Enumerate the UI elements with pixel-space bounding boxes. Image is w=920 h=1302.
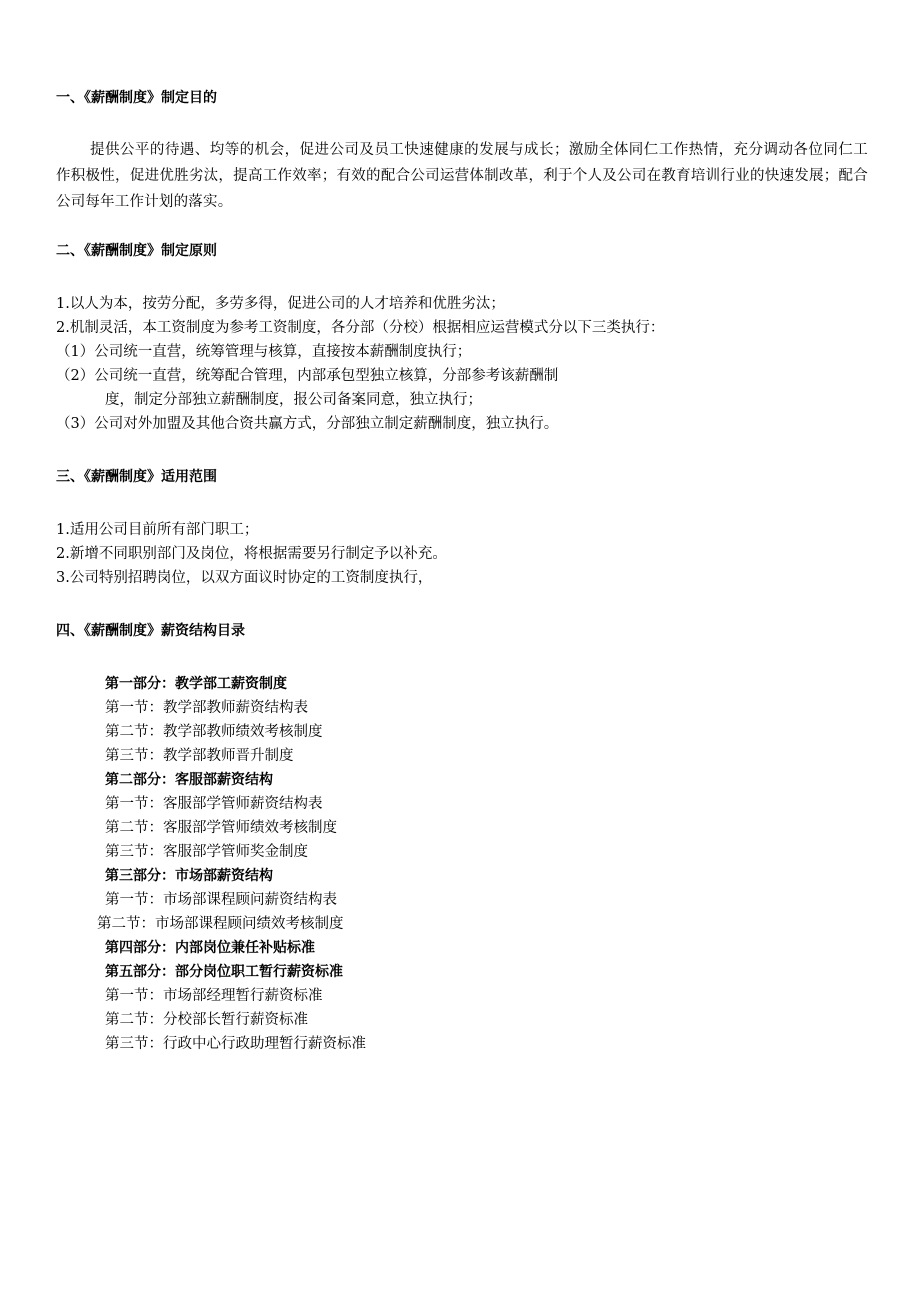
toc-section: 第三节：教学部教师晋升制度 bbox=[105, 748, 294, 764]
principle-line: （1）公司统一直营，统筹管理与核算，直接按本薪酬制度执行； bbox=[56, 344, 472, 360]
scope-line: 1.适用公司目前所有部门职工； bbox=[56, 522, 259, 538]
principle-line: 2.机制灵活，本工资制度为参考工资制度，各分部（分校）根据相应运营模式分以下三类执行： bbox=[56, 320, 665, 336]
toc-section: 第二节：客服部学管师绩效考核制度 bbox=[105, 820, 337, 836]
toc-section: 第二节：教学部教师绩效考核制度 bbox=[105, 724, 323, 740]
section-heading-principles: 二、《薪酬制度》制定原则 bbox=[56, 243, 217, 259]
toc-section: 第二节：市场部课程顾问绩效考核制度 bbox=[97, 916, 344, 932]
toc-section: 第一节：教学部教师薪资结构表 bbox=[105, 700, 308, 716]
toc-section: 第一节：市场部课程顾问薪资结构表 bbox=[105, 892, 337, 908]
scope-line: 3.公司特别招聘岗位，以双方面议时协定的工资制度执行， bbox=[56, 570, 433, 586]
scope-line: 2.新增不同职别部门及岗位，将根据需要另行制定予以补充。 bbox=[56, 546, 447, 562]
toc-part: 第一部分：教学部工薪资制度 bbox=[105, 676, 287, 692]
principle-line: （2）公司统一直营，统筹配合管理，内部承包型独立核算，分部参考该薪酬制 bbox=[56, 368, 559, 384]
toc-section: 第二节：分校部长暂行薪资标准 bbox=[105, 1012, 308, 1028]
toc-section: 第一节：市场部经理暂行薪资标准 bbox=[105, 988, 323, 1004]
toc-section: 第三节：行政中心行政助理暂行薪资标准 bbox=[105, 1036, 366, 1052]
section-paragraph-purpose: 提供公平的待遇、均等的机会，促进公司及员工快速健康的发展与成长；激励全体同仁工作热情，充分调动各位同仁工作积极性，促进优胜劣汰，提高工作效率；有效的配合公司运营体制改革，利于个人及公司在教育培训行业的快速发展；配合公司每年工作计划的落实。 bbox=[56, 142, 868, 210]
toc-part: 第五部分：部分岗位职工暂行薪资标准 bbox=[105, 964, 343, 980]
principle-line: 度，制定分部独立薪酬制度，报公司备案同意，独立执行； bbox=[105, 392, 482, 408]
principle-line: 1.以人为本，按劳分配，多劳多得，促进公司的人才培养和优胜劣汰； bbox=[56, 296, 505, 312]
section-heading-scope: 三、《薪酬制度》适用范围 bbox=[56, 469, 217, 485]
toc-part: 第四部分：内部岗位兼任补贴标准 bbox=[105, 940, 315, 956]
section-heading-structure: 四、《薪酬制度》薪资结构目录 bbox=[56, 623, 245, 639]
toc-section: 第三节：客服部学管师奖金制度 bbox=[105, 844, 308, 860]
toc-part: 第三部分：市场部薪资结构 bbox=[105, 868, 273, 884]
section-heading-purpose: 一、《薪酬制度》制定目的 bbox=[56, 90, 217, 106]
toc-part: 第二部分：客服部薪资结构 bbox=[105, 772, 273, 788]
toc-section: 第一节：客服部学管师薪资结构表 bbox=[105, 796, 323, 812]
principle-line: （3）公司对外加盟及其他合资共赢方式，分部独立制定薪酬制度，独立执行。 bbox=[56, 416, 559, 432]
